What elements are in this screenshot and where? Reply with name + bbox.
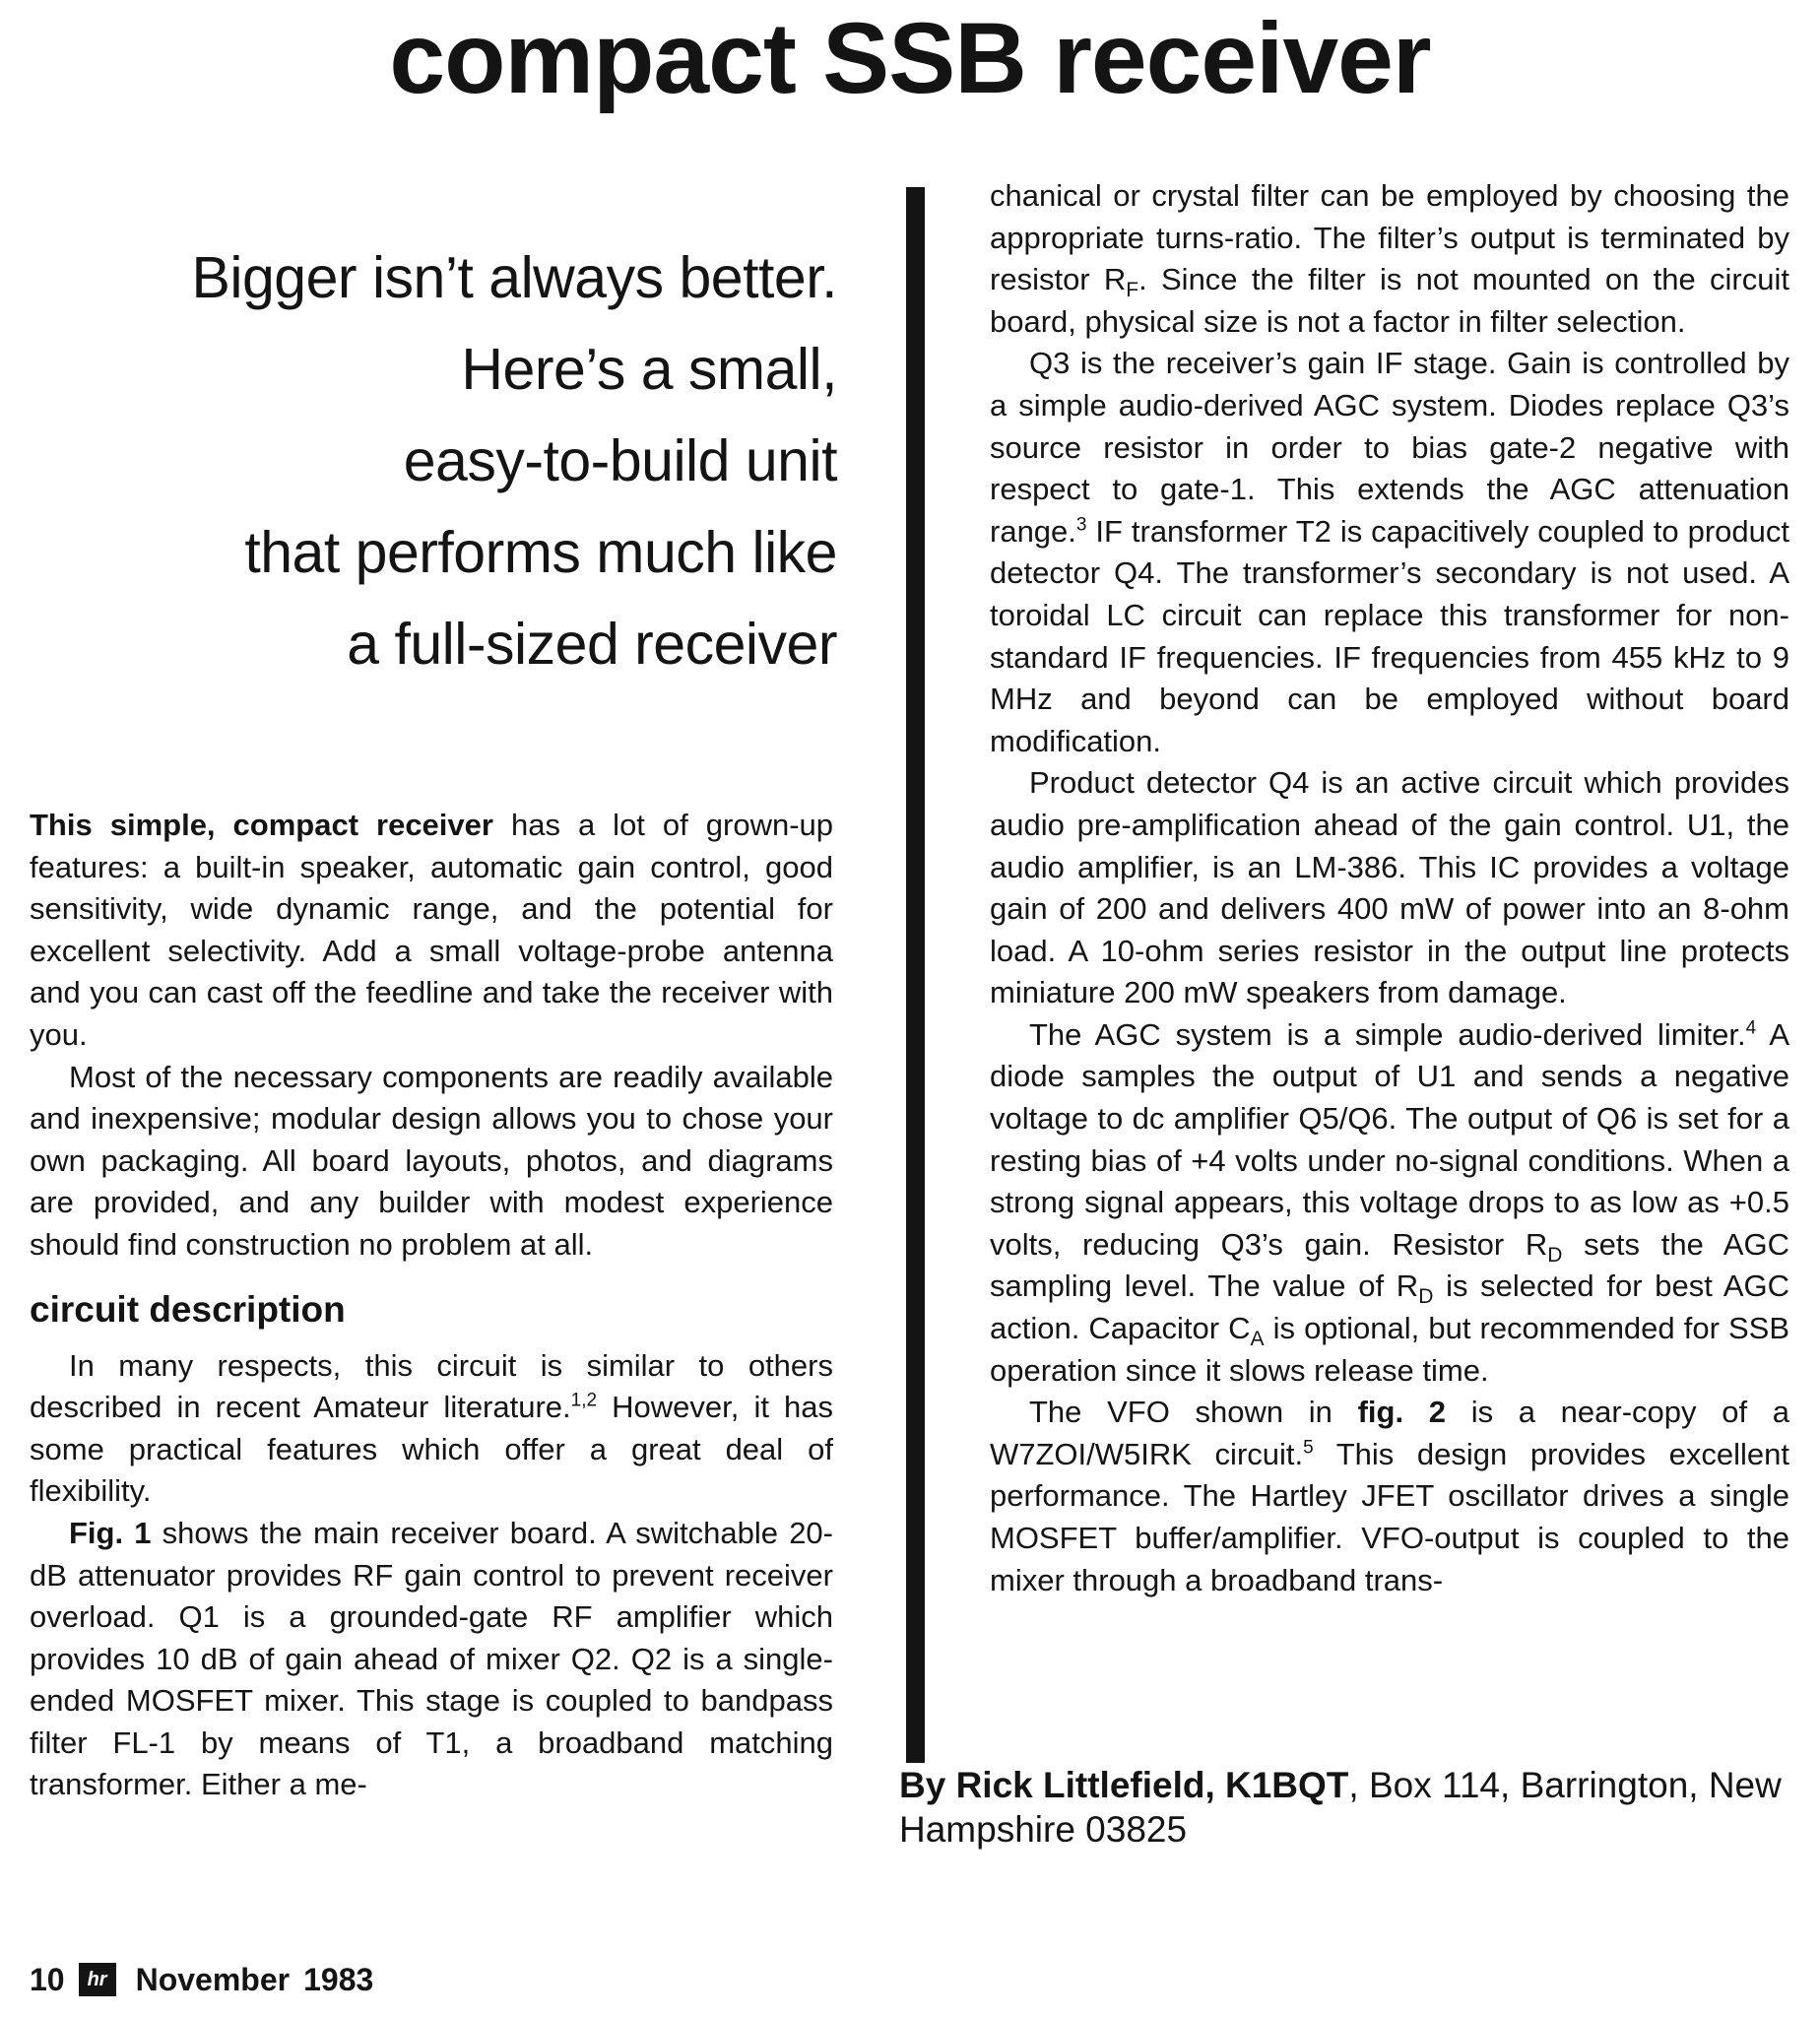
section-heading: circuit description (30, 1288, 346, 1330)
intro-lead: This simple, compact receiver (30, 808, 493, 842)
figure-reference: fig. 2 (1357, 1395, 1447, 1430)
author-address: , Box 114, Barrington, New Hampshire 03825 (899, 1765, 1782, 1850)
body-paragraph (990, 343, 1789, 762)
deck-line: easy-to-build unit (403, 428, 837, 493)
reference-marker: 1,2 (570, 1390, 598, 1411)
body-text: In many respects, this circuit is similar to others described in recent Amateur literature. (30, 1347, 833, 1425)
body-text: This design provides excellent performance. The Hartley JFET oscillator drives a single MOSFET buffer/amplifier. VFO-output is coupled to the mixer through a broadband trans- (990, 1436, 1789, 1597)
body-text: The VFO shown in (1029, 1395, 1358, 1430)
intro-text: has a lot of grown-up features: a built-in speaker, automatic gain control, good sensitivity, wide dynamic range, and the potential for excellent selectivity. Add a small voltage-probe antenna and you can cast off the feedline and take the receiver with you. (30, 808, 834, 1052)
page-number: 10 (30, 1961, 65, 1997)
reference-marker: 5 (1303, 1437, 1314, 1459)
magazine-logo-icon: hr (79, 1963, 116, 1996)
body-text: shows the main receiver board. A switchable 20-dB attenuator provides RF gain control to prevent receiver overload. Q1 is a grounded-gate RF amplifier which provides 10 dB of gain ahead of mixer Q2. Q2 is a single-ended MOSFET mixer. This stage is coupled to bandpass filter FL-1 by means of T1, a broadband matching transformer. Either a me- (30, 1515, 833, 1802)
body-text: chanical or crystal filter can be employed by choosing the appropriate turns-ratio. The filter’s output is terminated by resistor R (990, 178, 1789, 297)
subscript: A (1250, 1328, 1265, 1351)
reference-marker: 3 (1075, 514, 1087, 536)
body-paragraph: Product detector Q4 is an active circuit which provides audio pre-amplification ahead of the gain control. U1, the audio amplifier, is an LM-386. This IC provides a voltage gain of 200 and delivers 400 mW of power into an 8-ohm load. A 10-ohm series resistor in the output line protects miniature 200 mW speakers from damage. (990, 765, 1789, 1010)
body-text: is a near-copy of a W7ZOI/W5IRK circuit. (990, 1395, 1789, 1471)
body-paragraph: Most of the necessary components are readily available and inexpensive; modular design allows you to chose your own packaging. All board layouts, photos, and diagrams are provided, and any builder with modest experience should find construction no problem at all. (30, 1059, 833, 1262)
figure-reference: Fig. 1 (69, 1515, 152, 1550)
subscript: D (1418, 1285, 1434, 1309)
column-rule (906, 187, 925, 1763)
deck-line: Bigger isn’t always better. (191, 245, 837, 310)
author-byline (899, 1763, 1790, 1852)
body-paragraph (30, 1513, 833, 1806)
intro-paragraph (30, 805, 833, 1057)
body-paragraph (30, 1345, 833, 1513)
reference-marker: 4 (1745, 1017, 1757, 1039)
body-text: sets the AGC sampling level. The value of R (990, 1226, 1789, 1304)
issue-year: 1983 (303, 1961, 374, 1997)
author-name: By Rick Littlefield, K1BQT (899, 1765, 1349, 1805)
deck-line: a full-sized receiver (347, 612, 837, 677)
body-paragraph (990, 1014, 1789, 1392)
subscript: D (1547, 1244, 1563, 1268)
article-title: compact SSB receiver (389, 2, 1431, 114)
body-text: is selected for best AGC action. Capacitor C (990, 1269, 1789, 1346)
body-text: IF transformer T2 is capacitively coupled to product detector Q4. The transformer’s secondary is not used. A toroidal LC circuit can replace this transformer for non-standard IF frequencies. IF frequencies from 455 kHz to 9 MHz and beyond can be employed without board modification. (990, 513, 1789, 758)
body-paragraph (990, 175, 1789, 343)
body-text: The AGC system is a simple audio-derived limiter. (1029, 1016, 1746, 1052)
subscript: F (1126, 279, 1139, 302)
body-text: However, it has some practical features which offer a great deal of flexibility. (30, 1390, 833, 1509)
article-deck (59, 232, 837, 690)
issue-month: November (135, 1961, 291, 1997)
right-column (990, 175, 1789, 1601)
page-footer (30, 1960, 373, 1999)
left-column (30, 805, 833, 1806)
body-text: is optional, but recommended for SSB operation since it slows release time. (990, 1311, 1789, 1388)
deck-line: Here’s a small, (461, 337, 837, 402)
body-text: . Since the filter is not mounted on the circuit board, physical size is not a factor in filter selection. (990, 262, 1789, 339)
body-text: A diode samples the output of U1 and sends a negative voltage to dc amplifier Q5/Q6. The output of Q6 is set for a resting bias of +4 volts under no-signal conditions. When a strong signal appears, this voltage drops to as low as +0.5 volts, reducing Q3’s gain. Resistor R (990, 1016, 1789, 1262)
body-paragraph (990, 1392, 1789, 1601)
body-text: Q3 is the receiver’s gain IF stage. Gain is controlled by a simple audio-derived AGC system. Diodes replace Q3’s source resistor in order to bias gate-2 negative with respect to gate-1. This extends the AGC attenuation range. (990, 346, 1789, 549)
deck-line: that performs much like (244, 520, 837, 585)
